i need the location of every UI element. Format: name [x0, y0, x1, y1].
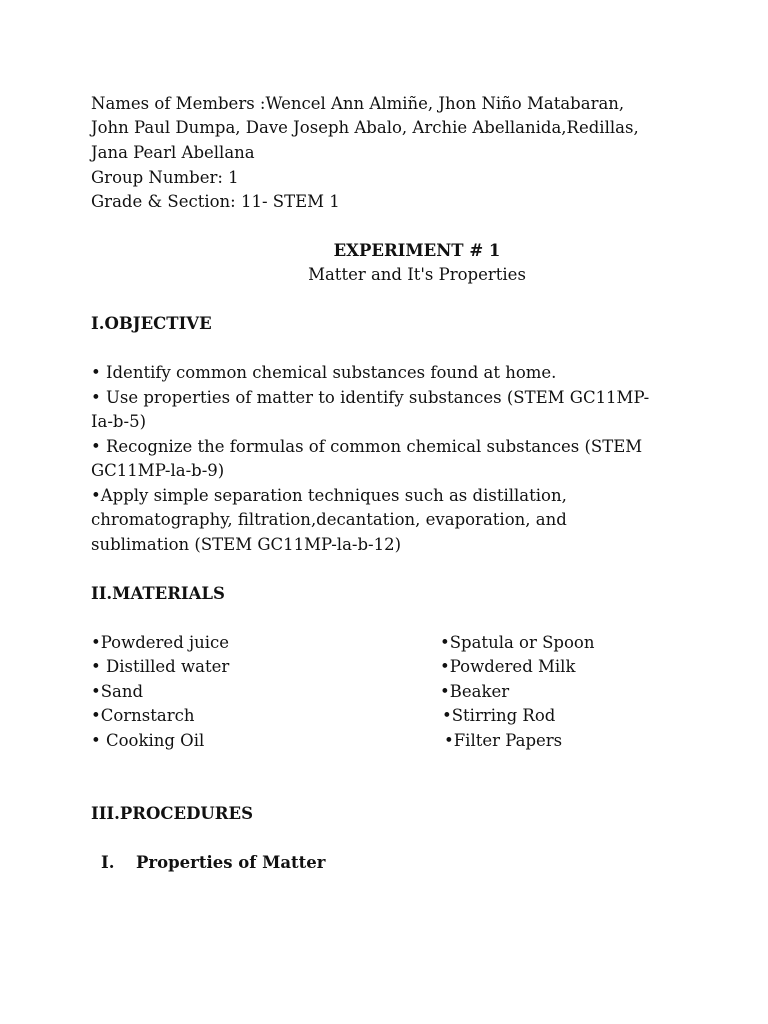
- procedure-item-title: Properties of Matter: [136, 853, 326, 872]
- material-item: •Stirring Rod: [442, 706, 556, 725]
- members-line-1: Names of Members :Wencel Ann Almiñe, Jhon Niño Matabaran,: [91, 94, 625, 113]
- material-item: •Spatula or Spoon: [440, 633, 595, 652]
- members-line-3: Jana Pearl Abellana: [91, 143, 255, 162]
- objective-line: GC11MP-la-b-9): [91, 461, 225, 480]
- objective-line: • Identify common chemical substances found at home.: [91, 363, 557, 382]
- objective-line: • Use properties of matter to identify substances (STEM GC11MP-: [91, 388, 650, 407]
- objective-line: chromatography, filtration,decantation, evaporation, and: [91, 510, 567, 529]
- materials-heading: II.MATERIALS: [91, 584, 225, 603]
- group-number: Group Number: 1: [91, 168, 239, 187]
- material-item: •Sand: [91, 682, 144, 701]
- grade-section: Grade & Section: 11- STEM 1: [91, 192, 340, 211]
- procedure-item-number: I.: [101, 853, 115, 872]
- material-item: • Cooking Oil: [91, 731, 205, 750]
- material-item: •Cornstarch: [91, 706, 195, 725]
- material-item: •Filter Papers: [444, 731, 563, 750]
- experiment-title: EXPERIMENT # 1: [333, 241, 501, 260]
- material-item: •Powdered Milk: [440, 657, 576, 676]
- members-line-2: John Paul Dumpa, Dave Joseph Abalo, Archie Abellanida,Redillas,: [91, 118, 639, 137]
- procedures-heading: III.PROCEDURES: [91, 804, 254, 823]
- objective-line: • Recognize the formulas of common chemical substances (STEM: [91, 437, 643, 456]
- objective-heading: I.OBJECTIVE: [91, 314, 212, 333]
- objective-line: Ia-b-5): [91, 412, 147, 431]
- objective-line: sublimation (STEM GC11MP-la-b-12): [91, 535, 402, 554]
- objective-line: •Apply simple separation techniques such as distillation,: [91, 486, 567, 505]
- experiment-subtitle: Matter and It's Properties: [308, 265, 526, 284]
- material-item: •Powdered juice: [91, 633, 230, 652]
- material-item: • Distilled water: [91, 657, 230, 676]
- material-item: •Beaker: [440, 682, 510, 701]
